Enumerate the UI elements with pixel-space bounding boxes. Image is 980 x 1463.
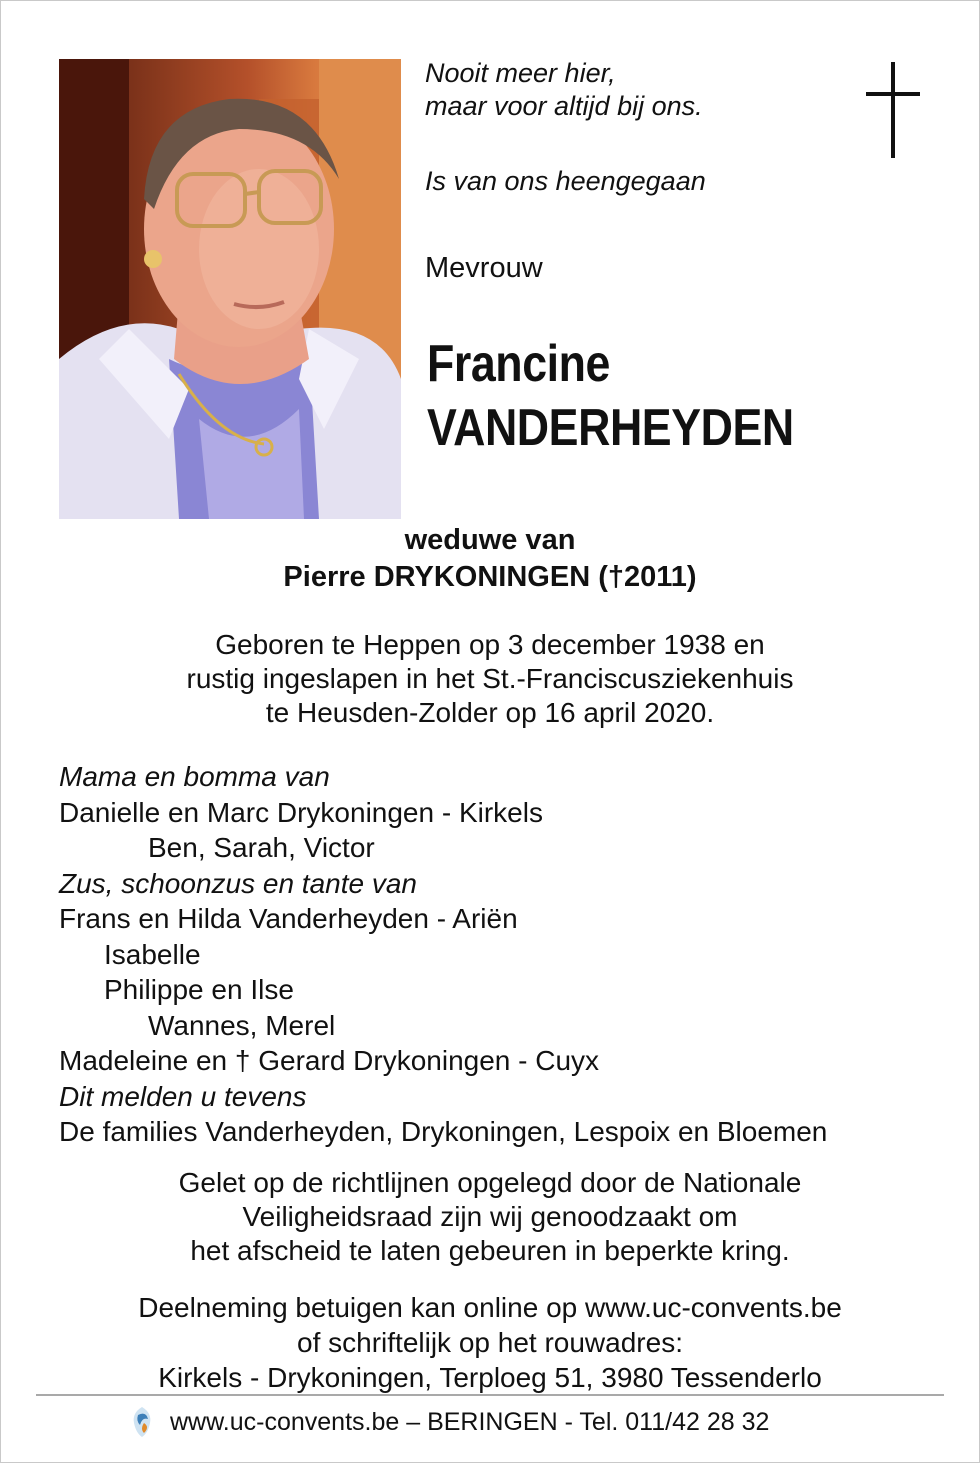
deceased-last-name: VANDERHEYDEN xyxy=(427,399,794,457)
condolence-block xyxy=(0,1290,980,1395)
family-heading: Dit melden u tevens xyxy=(59,1080,307,1112)
verse xyxy=(425,57,706,198)
birth-death-line: Geboren te Heppen op 3 december 1938 en xyxy=(215,629,765,660)
deceased-name xyxy=(427,332,794,460)
notice-line: Gelet op de richtlijnen opgelegd door de Nationale xyxy=(178,1167,802,1198)
notice-line: Veiligheidsraad zijn wij genoodzaakt om xyxy=(242,1201,738,1232)
family-line: Ben, Sarah, Victor xyxy=(148,832,375,863)
birth-death-line: te Heusden-Zolder op 16 april 2020. xyxy=(265,697,715,728)
verse-line-1: Nooit meer hier, xyxy=(425,58,616,88)
family-line: Madeleine en † Gerard Drykoningen - Cuyx xyxy=(59,1045,600,1076)
verse-line-2: maar voor altijd bij ons. xyxy=(425,91,703,121)
cross-icon xyxy=(866,62,920,158)
family-list xyxy=(59,759,827,1150)
family-line: De families Vanderheyden, Drykoningen, Lespoix en Bloemen xyxy=(59,1116,828,1147)
birth-death-block xyxy=(0,628,980,730)
notice-line: het afscheid te laten gebeuren in beperkte kring. xyxy=(190,1235,790,1266)
footer-contact[interactable]: www.uc-convents.be – BERINGEN - Tel. 011/42 28 32 xyxy=(170,1407,770,1436)
family-line: Danielle en Marc Drykoningen - Kirkels xyxy=(59,796,543,828)
family-line: Frans en Hilda Vanderheyden - Ariën xyxy=(59,903,518,934)
footer xyxy=(128,1404,769,1440)
footer-divider xyxy=(36,1394,944,1396)
condolence-line: Deelneming betuigen kan online op www.uc-convents.be xyxy=(138,1292,842,1323)
condolence-line: Kirkels - Drykoningen, Terploeg 51, 3980 Tessenderlo xyxy=(158,1362,822,1393)
portrait-photo xyxy=(59,59,401,519)
spouse-relation: weduwe van xyxy=(404,524,576,556)
covid-notice xyxy=(0,1166,980,1268)
family-heading: Zus, schoonzus en tante van xyxy=(59,867,417,899)
birth-death-line: rustig ingeslapen in het St.-Franciscusziekenhuis xyxy=(186,663,794,694)
family-heading: Mama en bomma van xyxy=(59,761,330,792)
family-line: Isabelle xyxy=(104,938,201,970)
deceased-first-name: Francine xyxy=(427,335,610,393)
deceased-title: Mevrouw xyxy=(425,252,543,284)
family-line: Wannes, Merel xyxy=(148,1009,336,1041)
condolence-line: of schriftelijk op het rouwadres: xyxy=(297,1327,683,1358)
verse-line-3: Is van ons heengegaan xyxy=(425,166,706,196)
family-line: Philippe en Ilse xyxy=(104,974,294,1005)
funeral-home-logo-icon xyxy=(128,1405,156,1439)
spouse-name: Pierre DRYKONINGEN (†2011) xyxy=(283,561,697,593)
spouse-block xyxy=(0,522,980,596)
